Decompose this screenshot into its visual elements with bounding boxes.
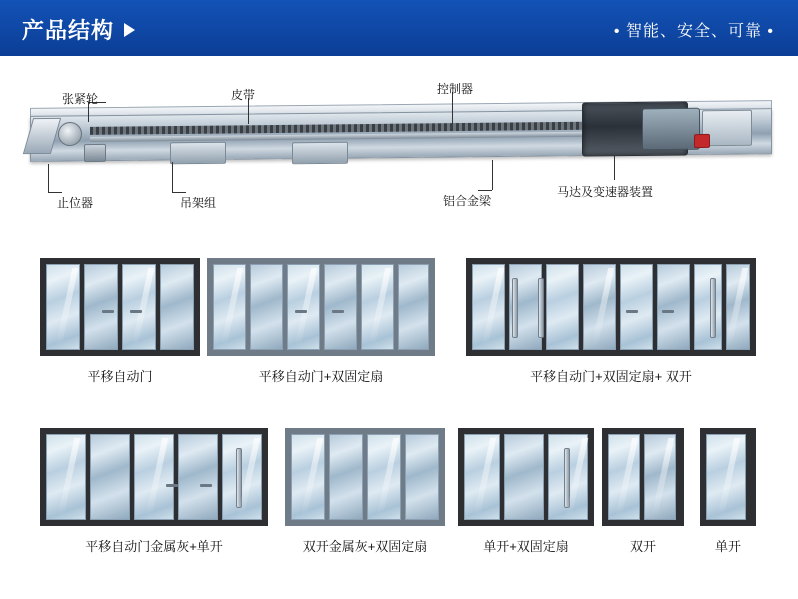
page-title xyxy=(22,14,135,45)
door-panel xyxy=(405,434,439,520)
product-item-sliding-fixed[interactable] xyxy=(207,258,435,388)
leader-line xyxy=(172,192,186,193)
label-aluminium-beam: 铝合金梁 xyxy=(443,194,492,208)
door-handle-bar xyxy=(710,278,716,338)
door-graphic xyxy=(700,428,756,526)
product-item-sliding[interactable] xyxy=(40,258,200,388)
door-panel xyxy=(694,264,722,350)
product-item-single-swing-fixed[interactable] xyxy=(458,428,594,558)
header-subtitle: • 智能、安全、可靠 • xyxy=(613,23,774,40)
label-belt: 皮带 xyxy=(231,88,256,102)
tension-pulley-icon xyxy=(58,122,82,146)
operator-rail-photo xyxy=(30,104,770,166)
product-row-1 xyxy=(0,258,798,388)
door-pull-handle xyxy=(295,310,307,313)
leader-line xyxy=(48,192,62,193)
stopper-part xyxy=(84,144,106,162)
door-pull-handle xyxy=(102,310,114,313)
product-caption: 单开 xyxy=(714,539,741,554)
door-pull-handle xyxy=(200,484,212,487)
door-graphic xyxy=(285,428,445,526)
red-connector xyxy=(694,134,710,148)
door-panel xyxy=(250,264,283,350)
hanger-assembly xyxy=(292,142,348,165)
door-panel xyxy=(324,264,357,350)
label-controller: 控制器 xyxy=(437,82,474,96)
door-panel xyxy=(90,434,130,520)
product-structure-diagram xyxy=(0,56,798,232)
door-graphic xyxy=(466,258,756,356)
product-caption: 双开金属灰+双固定扇 xyxy=(302,539,428,554)
leader-line xyxy=(492,160,493,190)
page-title-text: 产品结构 xyxy=(22,18,115,43)
product-caption: 平移自动门+双固定扇+ 双开 xyxy=(530,369,692,384)
door-handle-bar xyxy=(538,278,544,338)
product-item-grey-sliding-single[interactable] xyxy=(40,428,268,558)
door-graphic xyxy=(40,258,200,356)
door-graphic xyxy=(602,428,684,526)
door-pull-handle xyxy=(166,484,178,487)
leader-line xyxy=(478,190,492,191)
door-pull-handle xyxy=(626,310,638,313)
product-caption: 平移自动门+双固定扇 xyxy=(258,369,384,384)
door-panel xyxy=(504,434,544,520)
leader-line xyxy=(614,156,615,180)
product-item-double-swing[interactable] xyxy=(602,428,684,558)
door-panel xyxy=(546,264,579,350)
product-item-sliding-fixed-swing[interactable] xyxy=(466,258,756,388)
door-graphic xyxy=(40,428,268,526)
leader-line xyxy=(48,164,49,192)
label-hanger: 吊架组 xyxy=(180,196,217,210)
product-caption: 双开 xyxy=(629,539,656,554)
hanger-assembly xyxy=(170,142,226,165)
door-panel xyxy=(84,264,118,350)
door-handle-bar xyxy=(512,278,518,338)
door-panel xyxy=(657,264,690,350)
label-motor-gearbox: 马达及变速器装置 xyxy=(557,185,654,199)
door-graphic xyxy=(207,258,435,356)
product-caption: 平移自动门 xyxy=(87,369,153,384)
label-tension-pulley: 张紧轮 xyxy=(62,92,99,106)
door-pull-handle xyxy=(662,310,674,313)
door-panel xyxy=(329,434,363,520)
product-caption: 单开+双固定扇 xyxy=(483,539,569,554)
page-header xyxy=(0,0,798,56)
door-graphic xyxy=(458,428,594,526)
door-panel xyxy=(620,264,653,350)
triangle-right-icon xyxy=(124,23,135,37)
door-panel xyxy=(178,434,218,520)
door-pull-handle xyxy=(332,310,344,313)
door-panel xyxy=(160,264,194,350)
product-item-single-swing[interactable] xyxy=(700,428,756,558)
gearbox-housing xyxy=(642,108,700,151)
label-stopper: 止位器 xyxy=(57,196,94,210)
door-pull-handle xyxy=(130,310,142,313)
leader-line xyxy=(172,162,173,192)
door-panel xyxy=(398,264,429,350)
product-row-2 xyxy=(0,428,798,558)
product-caption: 平移自动门金属灰+单开 xyxy=(85,539,223,554)
product-item-double-swing-grey[interactable] xyxy=(285,428,445,558)
